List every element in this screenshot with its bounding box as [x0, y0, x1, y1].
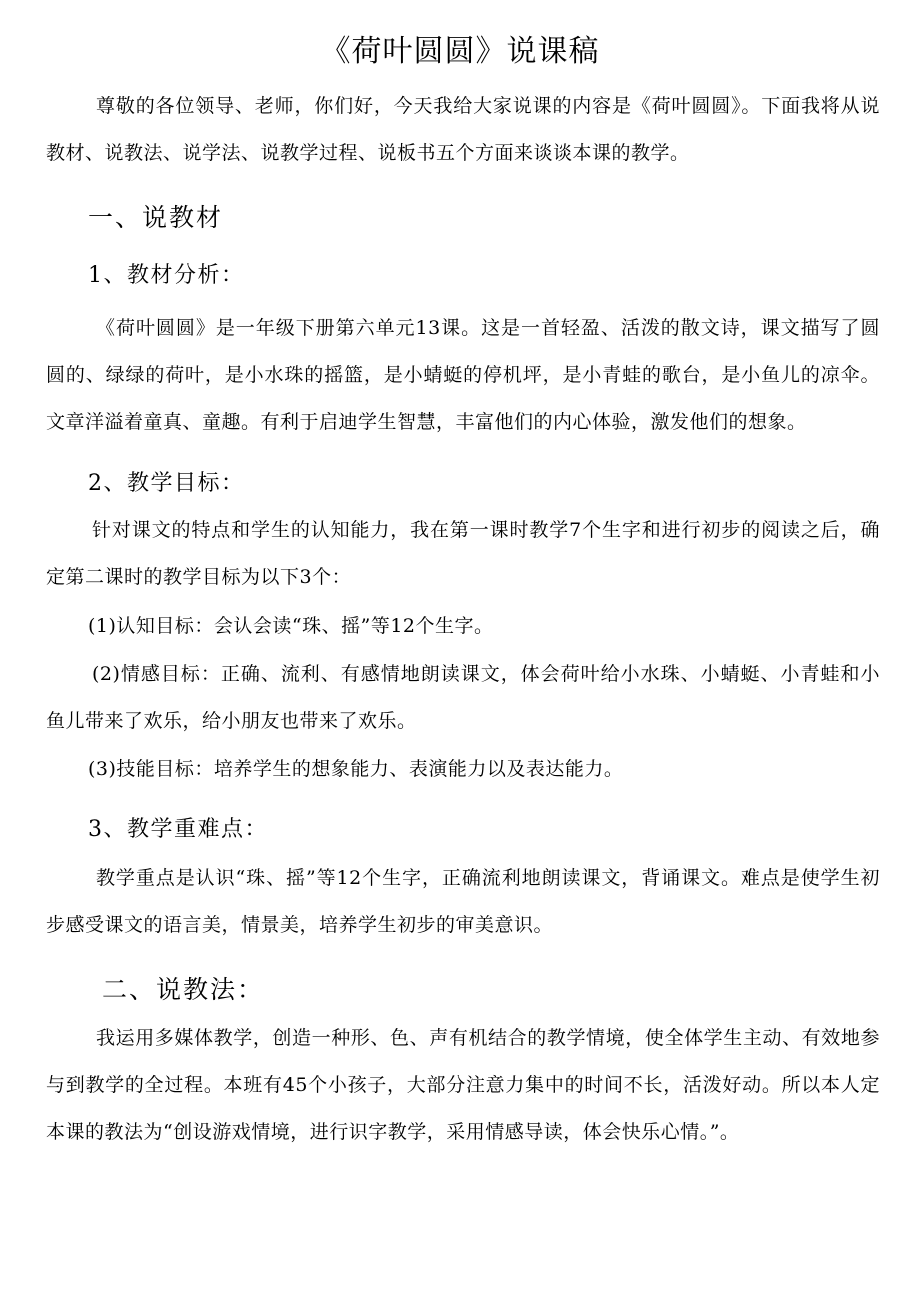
section1-sub3-heading: 3、教学重难点： [88, 817, 268, 842]
key-points-paragraph: 教学重点是认识“珠、摇”等12个生字，正确流利地朗读课文，背诵课文。难点是使学生初步感受课文的语言美，情景美，培养学生初步的审美意识。 [46, 867, 880, 936]
section2-heading: 二、说教法： [102, 975, 265, 1004]
goal-skill: (3)技能目标：培养学生的想象能力、表演能力以及表达能力。 [88, 758, 624, 780]
goal-emotional: (2)情感目标：正确、流利、有感情地朗读课文，体会荷叶给小水珠、小蜻蜓、小青蛙和小鱼儿带来了欢乐，给小朋友也带来了欢乐。 [46, 663, 880, 732]
textbook-analysis-paragraph: 《荷叶圆圆》是一年级下册第六单元13课。这是一首轻盈、活泼的散文诗，课文描写了圆圆的、绿绿的荷叶，是小水珠的摇篮，是小蜻蜓的停机坪，是小青蛙的歌台，是小鱼儿的凉伞。文章洋溢着童真、童趣。有利于启迪学生智慧，丰富他们的内心体验，激发他们的想象。 [46, 317, 880, 433]
document-title: 《荷叶圆圆》说课稿 [320, 34, 600, 69]
section1-heading: 一、说教材 [88, 203, 224, 232]
goal-cognitive: (1)认知目标：会认会读“珠、摇”等12个生字。 [88, 615, 494, 637]
section1-sub1-heading: 1、教材分析： [88, 263, 245, 288]
section1-sub2-heading: 2、教学目标： [88, 471, 245, 496]
teaching-goals-paragraph: 针对课文的特点和学生的认知能力，我在第一课时教学7个生字和进行初步的阅读之后，确定第二课时的教学目标为以下3个： [46, 519, 880, 588]
teaching-method-paragraph: 我运用多媒体教学，创造一种形、色、声有机结合的教学情境，使全体学生主动、有效地参与到教学的全过程。本班有45个小孩子，大部分注意力集中的时间不长，活泼好动。所以本人定本课的教法为“创设游戏情境，进行识字教学，采用情感导读，体会快乐心情。”。 [46, 1027, 880, 1143]
intro-paragraph: 尊敬的各位领导、老师，你们好，今天我给大家说课的内容是《荷叶圆圆》。下面我将从说教材、说教法、说学法、说教学过程、说板书五个方面来谈谈本课的教学。 [46, 95, 880, 164]
